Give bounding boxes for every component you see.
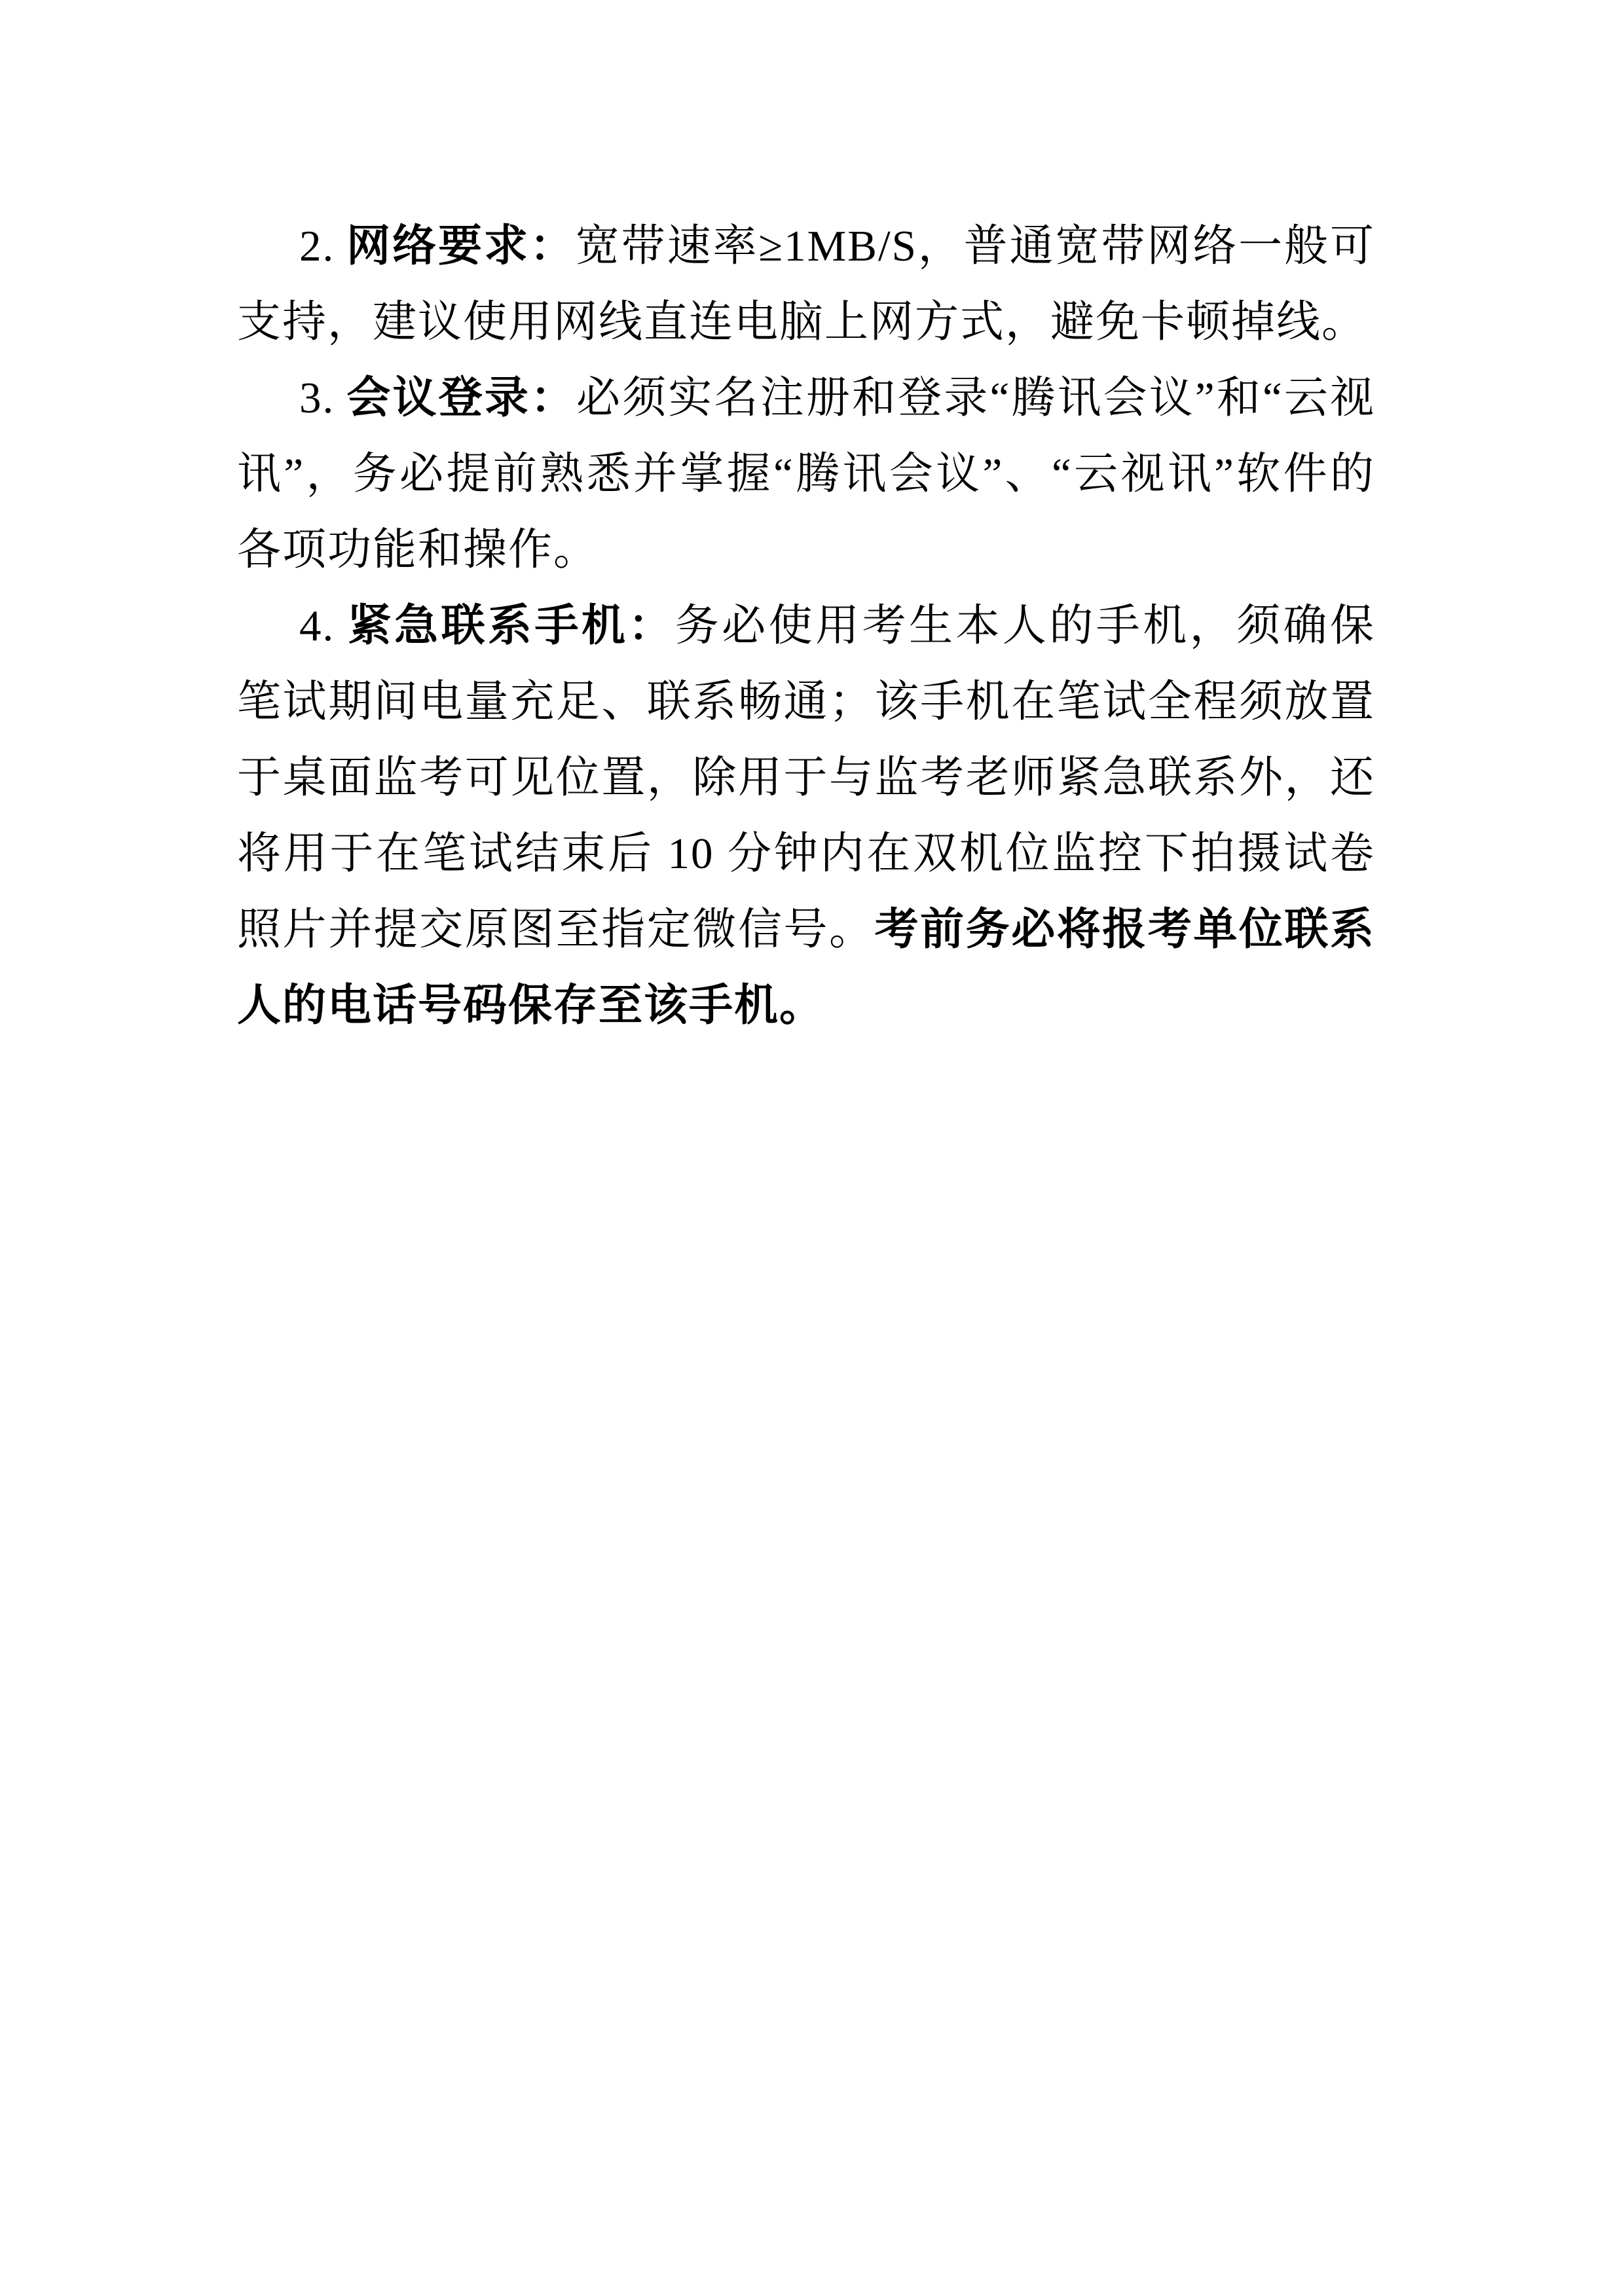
term-emergency-phone: 紧急联系手机： xyxy=(346,602,675,650)
list-number: 3. xyxy=(299,374,335,422)
text-block xyxy=(237,208,1375,1044)
paragraph-body: 宽带速率≥1MB/S，普通宽带网络一般可支持，建议使用网线直连电脑上网方式，避免卡顿掉线。 xyxy=(237,222,1375,346)
term-meeting-login: 会议登录： xyxy=(346,374,577,422)
list-number: 2. xyxy=(299,222,335,270)
paragraph-network-requirements xyxy=(237,208,1375,360)
paragraph-meeting-login xyxy=(237,360,1375,588)
list-number: 4. xyxy=(299,602,335,650)
paragraph-body: 必须实名注册和登录“腾讯会议”和“云视讯”，务必提前熟悉并掌握“腾讯会议”、“云视讯”软件的各项功能和操作。 xyxy=(237,374,1376,574)
term-network-requirements: 网络要求： xyxy=(346,222,576,270)
paragraph-body: 务必使用考生本人的手机，须确保笔试期间电量充足、联系畅通；该手机在笔试全程须放置于桌面监考可见位置，除用于与监考老师紧急联系外，还将用于在笔试结束后 10 分钟内在双机位监控下拍摄试卷照片并提交原图至指定微信号。 xyxy=(237,602,1376,954)
paragraph-body-bold: 考前务必将报考单位联系人的电话号码保存至该手机。 xyxy=(237,905,1376,1030)
paragraph-emergency-phone xyxy=(237,588,1375,1044)
